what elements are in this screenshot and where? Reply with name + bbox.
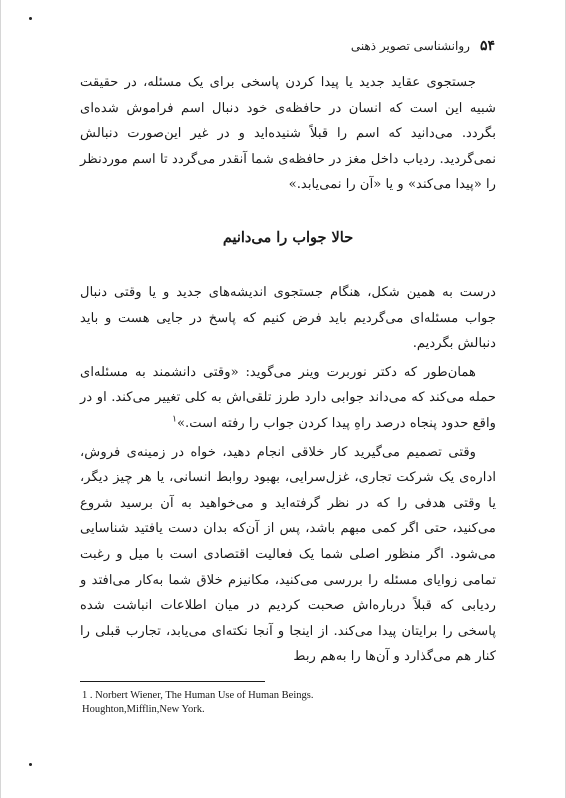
footnote-reference: ۱: [172, 414, 177, 425]
footnote-citation: 1 . Norbert Wiener, The Human Use of Human Beings.: [82, 690, 314, 701]
intro-paragraph: جستجوی عقاید جدید یا پیدا کردن پاسخی برای یک مسئله، در حقیقت شبیه این است که انسان در حافظه‌ی خود دنبال اسم فراموش شده‌ای بگردد. می‌دانید که اسم را قبلاً شنیده‌اید و در غیر این‌صورت دنبالش نمی‌گردید. ردیاب داخل مغز در حافظه‌ی شما آنقدر می‌گردد تا اسم موردنظر را «پیدا می‌کند» و یا «آن را نمی‌یابد.»: [80, 75, 496, 193]
body-section: [80, 280, 496, 670]
section-heading: حالا جواب را می‌دانیم: [222, 229, 354, 246]
running-header: [80, 38, 495, 58]
page-edge-left: [0, 0, 1, 798]
quote-text: همان‌طور که دکتر نوربرت وینر می‌گوید: «وقتی دانشمند به مسئله‌ای حمله می‌کند که می‌داند جوابی دارد طرز تلقی‌اش به کلی تغییر می‌کند. او در واقع حدود پنجاه درصد راهِ پیدا کردن جواب را رفته است.»: [80, 364, 496, 431]
scan-speck: [29, 763, 32, 766]
body-paragraph: درست به همین شکل، هنگام جستجوی اندیشه‌های جدید و یا وقتی دنبال جواب مسئله‌ای می‌گردیم باید فرض کنیم که پاسخ در جایی هست و باید دنبالش بگردیم.: [80, 285, 496, 352]
page-number: ۵۴: [479, 38, 495, 54]
footnote-publisher: Houghton,Mifflin,New York.: [82, 704, 205, 715]
quote-paragraph: [80, 360, 496, 437]
intro-section: [80, 70, 496, 198]
body-paragraph: وقتی تصمیم می‌گیرید کار خلاقی انجام دهید، خواه در زمینه‌ی فروش، اداره‌ی یک شرکت تجاری، غزل‌سرایی، بهبود روابط انسانی، یا هر چیز دیگر، یا وقتی هدفی را که در نظر گرفته‌اید و می‌خواهید به آن برسید شروع می‌کنید، حتی اگر کمی مبهم باشد، پس از آن‌که بدان دست یافتید شناسایی می‌شود. اگر منظور اصلی شما یک فعالیت اقتصادی است با میل و رغبت تمامی زوایای مسئله را بررسی می‌کنید، مکانیزم خلاق شما به‌کار می‌افتد و ردیابی که قبلاً درباره‌اش صحبت کردیم در میان اطلاعات انباشت شده پاسخی را برایتان پیدا می‌کند. از اینجا و آنجا نکته‌ای می‌یابد، تجارب قبلی را کنار هم می‌گذارد و آن‌ها را به‌هم ربط: [80, 444, 496, 665]
footnote: [82, 689, 412, 717]
running-title: روانشناسی تصویر ذهنی: [350, 39, 470, 53]
footnote-divider: [80, 681, 265, 682]
scan-speck: [29, 17, 32, 20]
